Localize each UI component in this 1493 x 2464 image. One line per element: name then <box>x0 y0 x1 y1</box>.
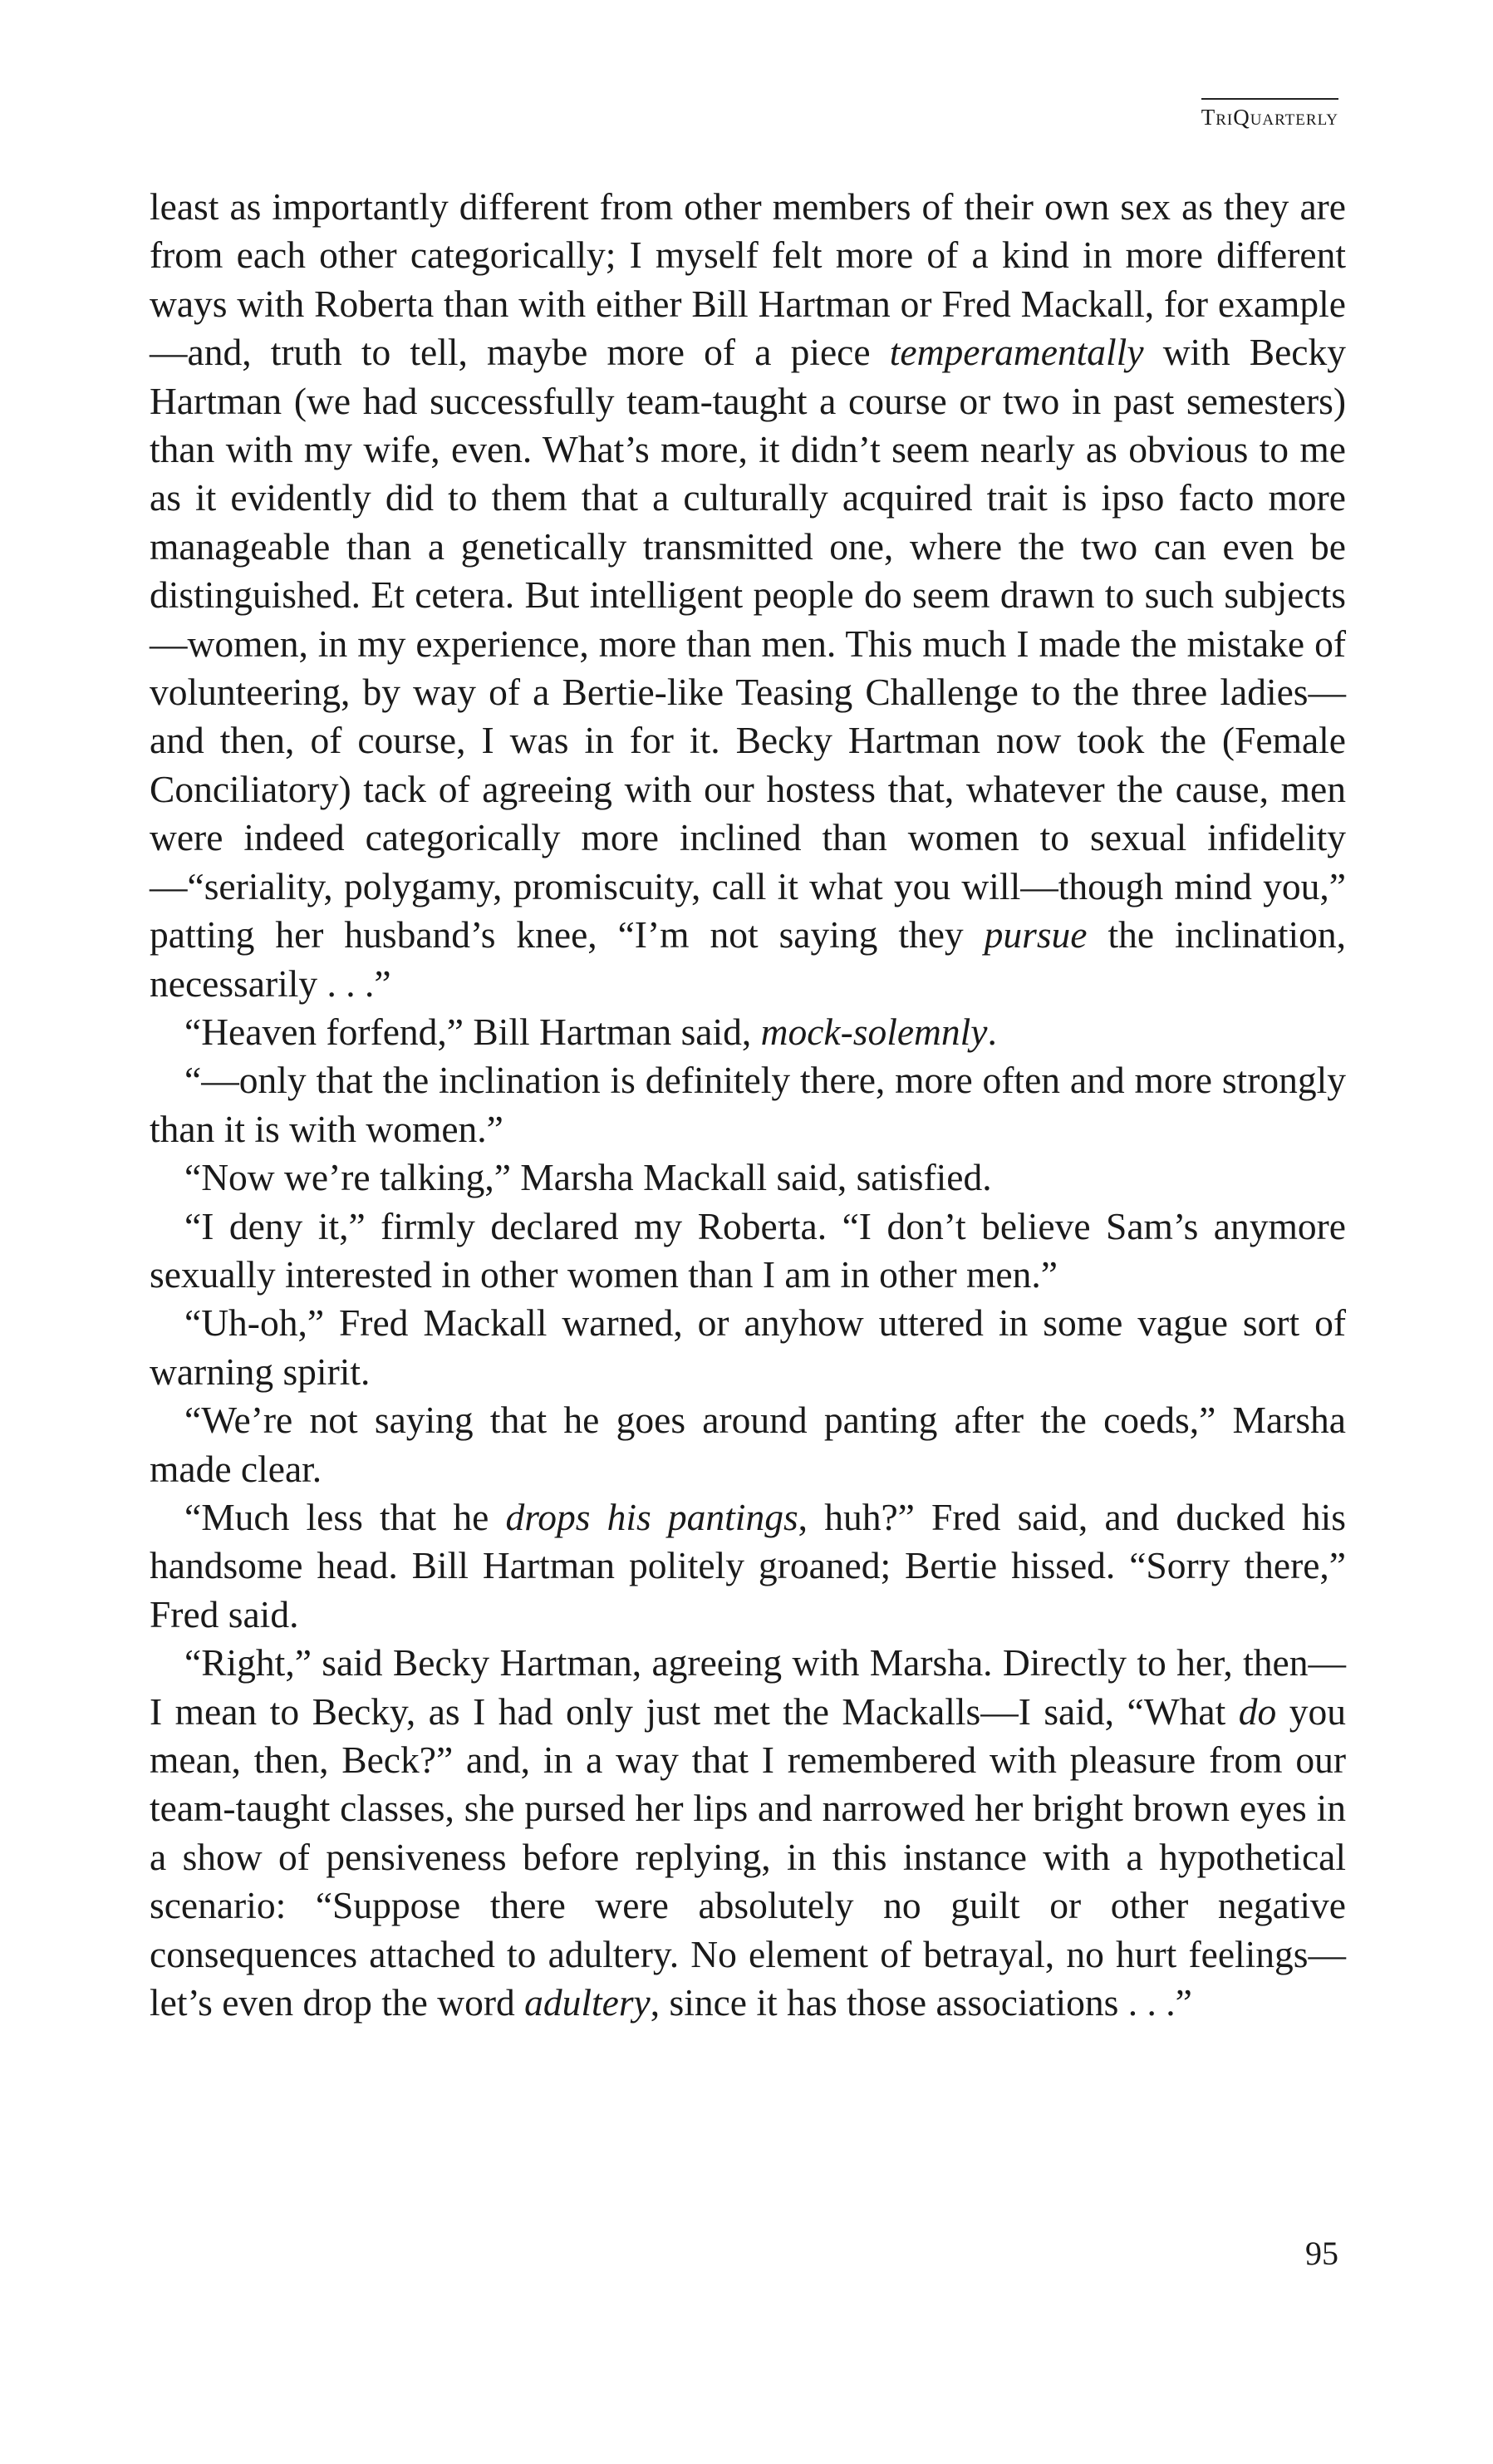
paragraph <box>150 183 1346 1008</box>
text-run: least as importantly different from other members of their own sex as they are from each other categorically; I myself felt more of a kind in more different ways with Roberta than with either Bill Hartman or Fred Mackall, for example—and, truth to tell, maybe more of a piece <box>150 185 1346 374</box>
text-run: “Right,” said Becky Hartman, agreeing with Marsha. Directly to her, then—I mean to Becky, as I had only just met the Mackalls—I said, “What <box>150 1641 1346 1733</box>
text-run: “Uh-oh,” Fred Mackall warned, or anyhow uttered in some vague sort of warning spirit. <box>150 1301 1346 1393</box>
italic-text: do <box>1238 1689 1277 1733</box>
paragraph <box>150 1396 1346 1493</box>
italic-text: temperamentally <box>889 331 1144 374</box>
italic-text: mock-solemnly <box>760 1010 988 1053</box>
italic-text: drops his pantings <box>505 1495 798 1538</box>
italic-text: pursue <box>984 913 1088 957</box>
paragraph <box>150 1493 1346 1639</box>
text-run: “Now we’re talking,” Marsha Mackall said, satisfied. <box>184 1156 992 1199</box>
paragraph <box>150 1299 1346 1396</box>
text-run: , huh?” Fred said, and ducked his handsome head. Bill Hartman politely groaned; Bertie hissed. “Sorry there,” Fred said. <box>150 1495 1346 1635</box>
paragraph <box>150 1202 1346 1300</box>
body-text <box>150 183 1346 2027</box>
text-run: “I deny it,” firmly declared my Roberta. “I don’t believe Sam’s anymore sexually interested in other women than I am in other men.” <box>150 1204 1346 1296</box>
page-number: 95 <box>1305 2235 1338 2272</box>
text-run: “We’re not saying that he goes around panting after the coeds,” Marsha made clear. <box>150 1399 1346 1490</box>
paragraph <box>150 1056 1346 1153</box>
text-run: the inclination, necessarily . . .” <box>150 913 1346 1005</box>
text-run: . <box>987 1010 997 1053</box>
text-run: with Becky Hartman (we had successfully team-taught a course or two in past semesters) than with my wife, even. What’s more, it didn’t seem nearly as obvious to me as it evidently did to them that a culturally acquired trait is ipso facto more manageable than a genetically transmitted one, where the two can even be distinguished. Et cetera. But intelligent people do seem drawn to such subjects—women, in my experience, more than men. This much I made the mistake of volunteering, by way of a Bertie-like Teasing Challenge to the three ladies—and then, of course, I was in for it. Becky Hartman now took the (Female Conciliatory) tack of agreeing with our hostess that, whatever the cause, men were indeed categorically more inclined than women to sexual infidelity—“seriality, polygamy, promiscuity, call it what you will—though mind you,” patting her husband’s knee, “I’m not saying they <box>150 331 1346 957</box>
text-run: , since it has those associations . . .” <box>650 1981 1192 2024</box>
text-run: “—only that the inclination is definitely there, more often and more strongly than it is with women.” <box>150 1059 1346 1150</box>
italic-text: adultery <box>524 1981 651 2024</box>
text-run: you mean, then, Beck?” and, in a way that I remembered with pleasure from our team-taught classes, she pursed her lips and narrowed her bright brown eyes in a show of pensiveness before replying, in this instance with a hypothetical scenario: “Suppose there were absolutely no guilt or other negative consequences attached to adultery. No element of betrayal, no hurt feelings—let’s even drop the word <box>150 1689 1346 2024</box>
paragraph <box>150 1008 1346 1056</box>
text-run: “Much less that he <box>184 1495 506 1538</box>
text-run: “Heaven forfend,” Bill Hartman said, <box>184 1010 761 1053</box>
paragraph <box>150 1153 1346 1202</box>
running-head: TriQuarterly <box>1201 98 1338 130</box>
paragraph <box>150 1639 1346 2027</box>
